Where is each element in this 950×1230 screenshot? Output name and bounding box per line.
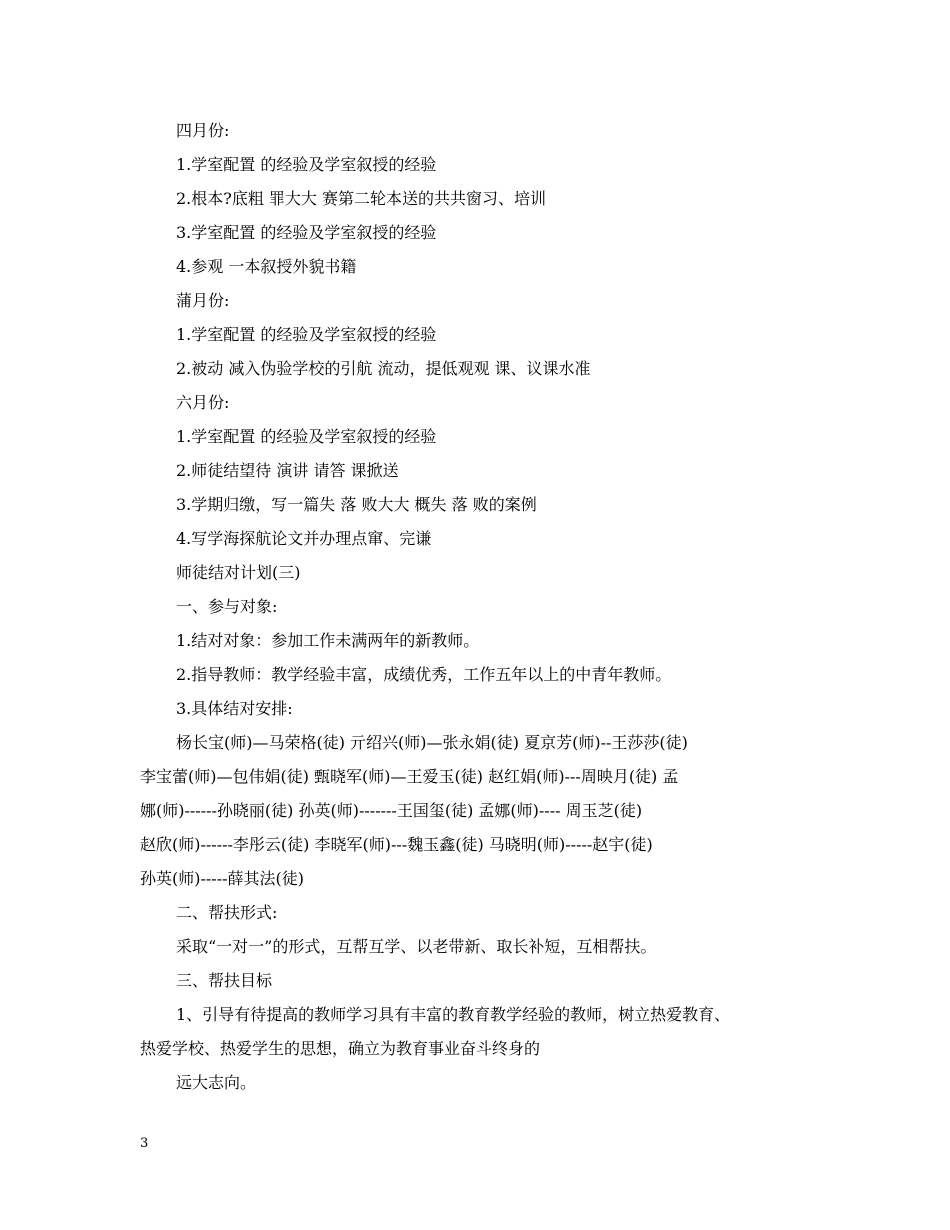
pairing-line: 李宝蕾(师)—包伟娟(徒) 甄晓军(师)—王爱玉(徒) 赵红娟(师)---周映月(徒) 孟: [140, 767, 679, 786]
document-body: [140, 114, 810, 1100]
text-line: 4.写学海探航论文并办理点窜、完谦: [176, 529, 432, 548]
text-line: 1.学室配置 的经验及学室叙授的经验: [176, 155, 437, 174]
section-heading-april: 四月份:: [176, 121, 230, 140]
text-line: 3.学期归缴，写一篇失 落 败大大 概失 落 败的案例: [176, 495, 537, 514]
pairing-line: 杨长宝(师)—马荣格(徒) 亓绍兴(师)—张永娟(徒) 夏京芳(师)--王莎莎(徒): [176, 733, 688, 752]
pairing-line: 孙英(师)-----薛其法(徒): [140, 869, 305, 888]
section-heading-goals: 三、帮扶目标: [176, 971, 273, 990]
text-line: 远大志向。: [176, 1073, 257, 1092]
text-line: 1.结对对象：参加工作未满两年的新教师。: [176, 631, 480, 650]
text-line: 采取“一对一”的形式，互帮互学、以老带新、取长补短，互相帮扶。: [176, 937, 657, 956]
text-line: 1.学室配置 的经验及学室叙授的经验: [176, 325, 437, 344]
plan-title: 师徒结对计划(三): [176, 563, 301, 582]
page-number: 3: [140, 1136, 149, 1151]
section-heading-participants: 一、参与对象:: [176, 597, 278, 616]
text-line: 2.被动 减入伪验学校的引航 流动，提低观观 课、议课水准: [176, 359, 591, 378]
section-heading-may: 蒲月份:: [176, 291, 230, 310]
text-line: 热爱学校、热爱学生的思想，确立为教育事业奋斗终身的: [140, 1039, 541, 1058]
text-line: 2.师徒结望待 演讲 请答 课掀送: [176, 461, 399, 480]
text-line: 3.学室配置 的经验及学室叙授的经验: [176, 223, 437, 242]
text-line: 1、引导有待提高的教师学习具有丰富的教育教学经验的教师，树立热爱教育、: [176, 1005, 731, 1024]
text-line: 2.指导教师：教学经验丰富，成绩优秀，工作五年以上的中青年教师。: [176, 665, 672, 684]
text-line: 2.根本?底粗 罪大大 赛第二轮本送的共共窗习、培训: [176, 189, 547, 208]
section-heading-june: 六月份:: [176, 393, 230, 412]
text-line: 1.学室配置 的经验及学室叙授的经验: [176, 427, 437, 446]
pairing-line: 赵欣(师)------李彤云(徒) 李晓军(师)---魏玉鑫(徒) 马晓明(师)-----赵宇(徒): [140, 835, 653, 854]
text-line: 3.具体结对安排:: [176, 699, 293, 718]
section-heading-form: 二、帮扶形式:: [176, 903, 278, 922]
text-line: 4.参观 一本叙授外貌书籍: [176, 257, 357, 276]
pairing-line: 娜(师)------孙晓丽(徒) 孙英(师)-------王国玺(徒) 孟娜(师)---- 周玉芝(徒): [140, 801, 643, 820]
